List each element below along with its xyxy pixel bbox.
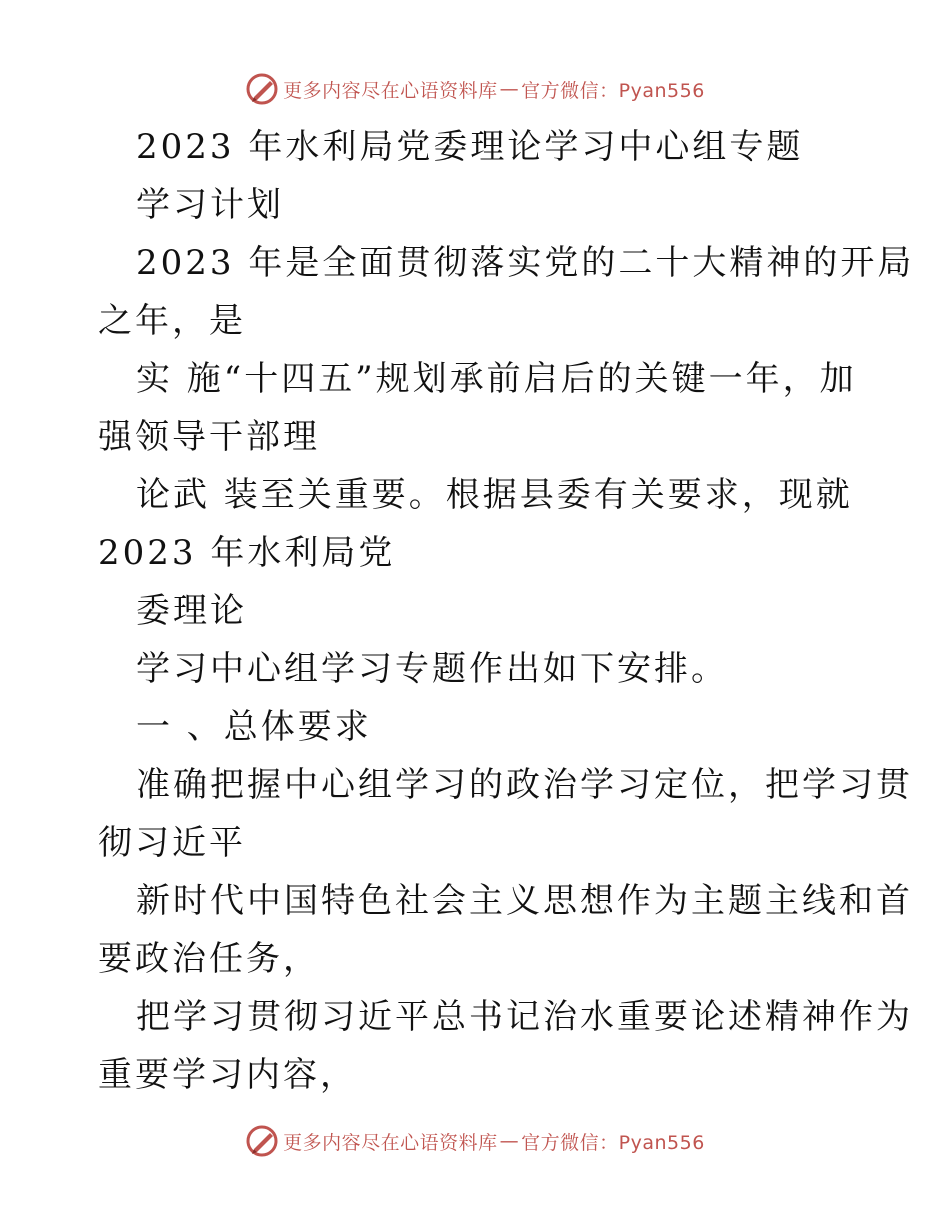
banner-main-text: 更多内容尽在心语资料库: [283, 79, 498, 102]
text-line: 2023 年水利局党委理论学习中心组专题: [136, 127, 804, 167]
text-line: 彻习近平: [98, 823, 246, 863]
text-line: 之年，是: [98, 301, 246, 341]
header-watermark-banner: [0, 72, 950, 106]
pen-logo-icon: [245, 1124, 279, 1158]
text-line: 重要学习内容，: [98, 1055, 357, 1095]
text-line: 学习中心组学习专题作出如下安排。: [136, 649, 728, 689]
text-line: 把学习贯彻习近平总书记治水重要论述精神作为: [136, 997, 913, 1037]
text-line: 强领导干部理: [98, 417, 320, 457]
text-line: 新时代中国特色社会主义思想作为主题主线和首: [136, 881, 913, 921]
text-line: 委理论: [136, 591, 247, 631]
text-line: 要政治任务，: [98, 939, 320, 979]
text-line: 实 施“十四五”规划承前启后的关键一年，加: [136, 359, 857, 399]
banner-dash: —: [499, 1130, 520, 1152]
text-line: 一 、总体要求: [136, 707, 372, 747]
document-body: [98, 118, 915, 1104]
banner-contact-text: 官方微信：Pyan556: [521, 1131, 705, 1154]
pen-logo-icon: [245, 72, 279, 106]
banner-main-text: 更多内容尽在心语资料库: [283, 1131, 498, 1154]
text-line: 2023 年是全面贯彻落实党的二十大精神的开局: [136, 243, 915, 283]
text-line: 论武 装至关重要。根据县委有关要求，现就: [136, 475, 853, 515]
text-line: 2023 年水利局党: [98, 533, 396, 573]
banner-contact-text: 官方微信：Pyan556: [521, 79, 705, 102]
text-line: 学习计划: [136, 185, 284, 225]
text-line: 准确把握中心组学习的政治学习定位，把学习贯: [136, 765, 913, 805]
footer-watermark-banner: [0, 1124, 950, 1158]
banner-dash: —: [499, 78, 520, 100]
